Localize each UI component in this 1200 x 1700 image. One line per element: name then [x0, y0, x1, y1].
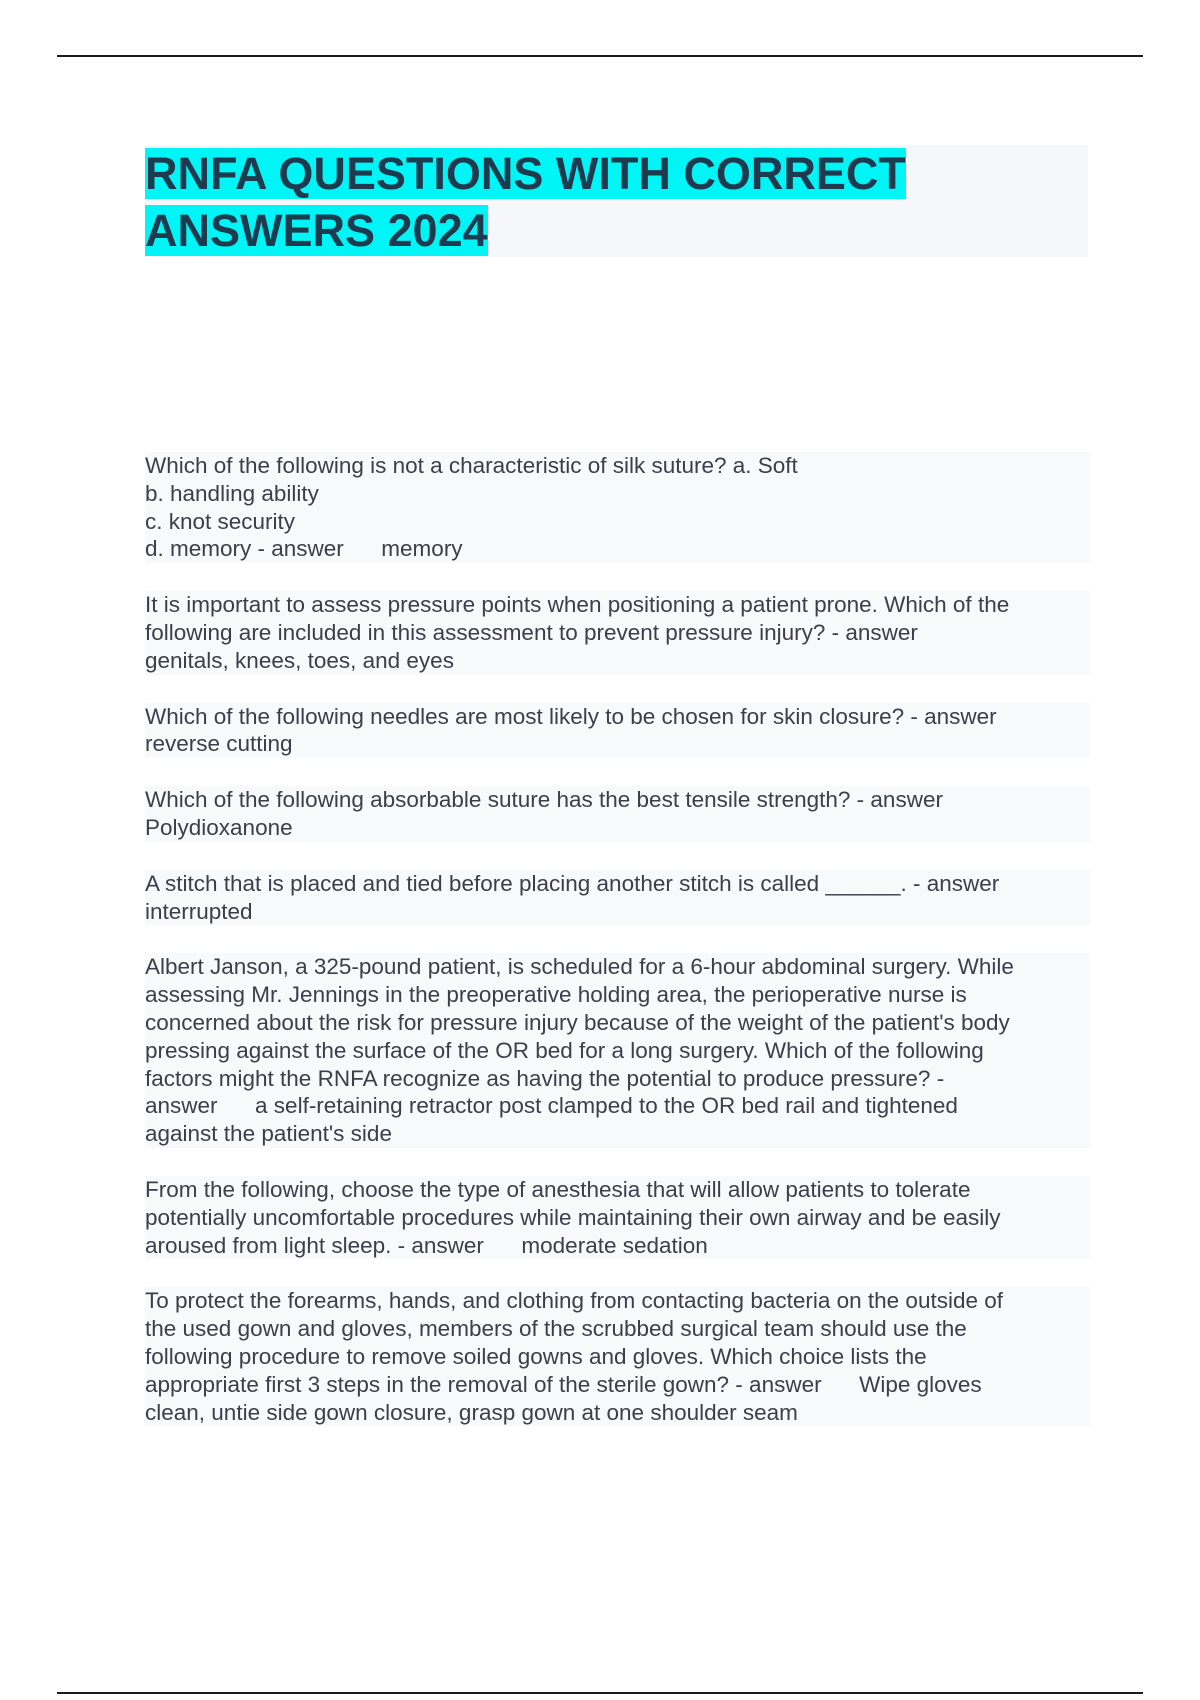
question-answer-6: Albert Janson, a 325-pound patient, is scheduled for a 6-hour abdominal surgery. While assessing Mr. Jennings in the preoperative holding area, the perioperative nurse is concerned about the risk for pressure injury because of the weight of the patient's body pressing against the surface of the OR bed for a long surgery. Which of the following factors might the RNFA recognize as having the potential to produce pressure? - answer a self-retaining retractor post clamped to the OR bed rail and tightened against the patient's side	[145, 953, 1090, 1148]
question-answer-4: Which of the following absorbable suture has the best tensile strength? - answer Polydioxanone	[145, 786, 1090, 842]
question-answer-8: To protect the forearms, hands, and clothing from contacting bacteria on the outside of the used gown and gloves, members of the scrubbed surgical team should use the following procedure to remove soiled gowns and gloves. Which choice lists the appropriate first 3 steps in the removal of the sterile gown? - answer Wipe gloves clean, untie side gown closure, grasp gown at one shoulder seam	[145, 1287, 1090, 1426]
question-answer-2: It is important to assess pressure points when positioning a patient prone. Which of the following are included in this assessment to prevent pressure injury? - answer genitals, knees, toes, and eyes	[145, 591, 1090, 674]
document-title-text: RNFA QUESTIONS WITH CORRECT ANSWERS 2024	[145, 148, 906, 256]
document-title	[145, 145, 985, 259]
title-block	[145, 145, 1088, 257]
bottom-rule	[57, 1692, 1143, 1694]
question-answer-7: From the following, choose the type of anesthesia that will allow patients to tolerate potentially uncomfortable procedures while maintaining their own airway and be easily aroused from light sleep. - answer moderate sedation	[145, 1176, 1090, 1259]
top-rule	[57, 55, 1143, 57]
question-answer-1: Which of the following is not a characteristic of silk suture? a. Soft b. handling ability c. knot security d. memory - answer memory	[145, 452, 1090, 563]
question-answer-5: A stitch that is placed and tied before placing another stitch is called ______. - answer interrupted	[145, 870, 1090, 926]
question-list	[145, 452, 1090, 1454]
question-answer-3: Which of the following needles are most likely to be chosen for skin closure? - answer reverse cutting	[145, 703, 1090, 759]
